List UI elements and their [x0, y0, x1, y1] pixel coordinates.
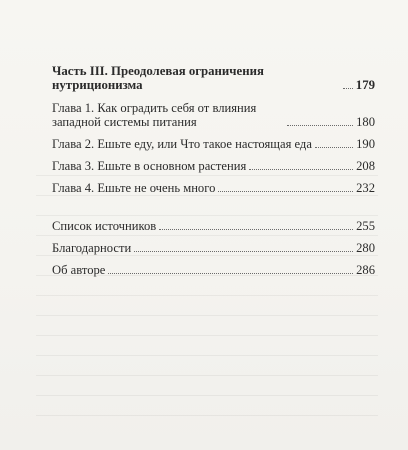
toc-backmatter-entry[interactable] — [52, 219, 375, 233]
toc-chapter-entry[interactable] — [52, 181, 375, 195]
dot-leader — [159, 229, 353, 230]
toc-page-number: 232 — [356, 181, 375, 195]
toc-chapter-entry[interactable] — [52, 137, 375, 151]
toc-page-number: 280 — [356, 241, 375, 255]
dot-leader — [343, 88, 353, 89]
toc-page-number: 190 — [356, 137, 375, 151]
toc-page-number: 179 — [355, 78, 375, 92]
toc-chapter-title: Глава 4. Ешьте не очень много — [52, 181, 216, 195]
toc-page-number: 180 — [356, 115, 375, 129]
toc-page-number: 208 — [356, 159, 375, 173]
toc-chapter-entry[interactable] — [52, 101, 375, 129]
dot-leader — [108, 273, 353, 274]
toc-chapter-title: Глава 3. Ешьте в основном растения — [52, 159, 247, 173]
toc-backmatter-entry[interactable] — [52, 263, 375, 277]
dot-leader — [249, 169, 353, 170]
dot-leader — [287, 125, 353, 126]
toc-chapter-title: Глава 2. Ешьте еду, или Что такое настоящая еда — [52, 137, 312, 151]
toc-backmatter-title: Благодарности — [52, 241, 132, 255]
toc-backmatter-title: Список источников — [52, 219, 157, 233]
toc-chapter-title: Глава 1. Как оградить себя от влияния западной системы питания — [52, 101, 257, 129]
toc-chapter-entry[interactable] — [52, 159, 375, 173]
toc-page-number: 255 — [356, 219, 375, 233]
table-of-contents — [52, 64, 375, 277]
dot-leader — [134, 251, 353, 252]
toc-page-number: 286 — [356, 263, 375, 277]
toc-backmatter-title: Об авторе — [52, 263, 106, 277]
toc-backmatter-entry[interactable] — [52, 241, 375, 255]
dot-leader — [218, 191, 353, 192]
toc-part-entry[interactable] — [52, 64, 375, 92]
toc-part-title: Часть III. Преодолевая ограничения нутриционизма — [52, 64, 264, 92]
dot-leader — [315, 147, 353, 148]
